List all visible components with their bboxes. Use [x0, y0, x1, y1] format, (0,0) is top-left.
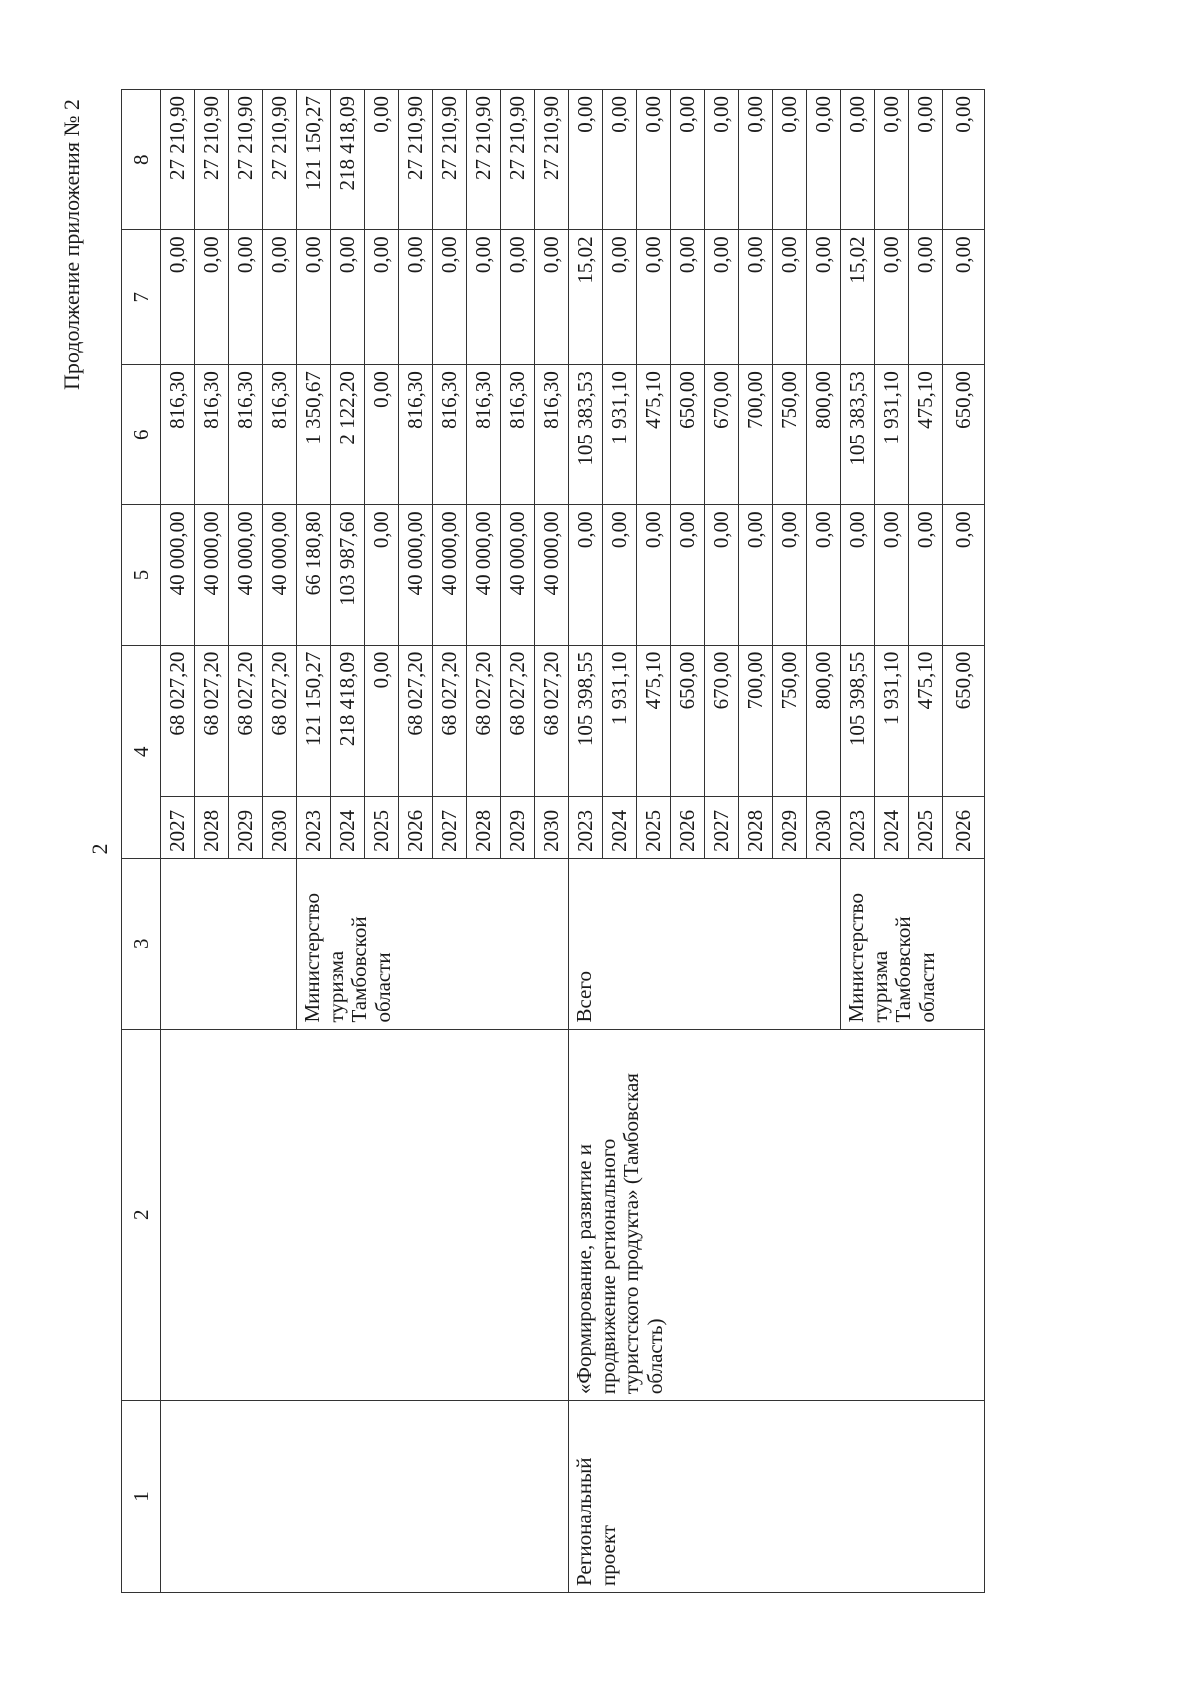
extrabudgetary-cell: 27 210,90 — [195, 90, 229, 230]
extrabudgetary-cell: 0,00 — [875, 90, 909, 230]
year-cell: 2023 — [569, 797, 603, 859]
col-header-5: 5 — [122, 505, 161, 645]
regional-budget-cell: 105 383,53 — [569, 365, 603, 505]
municipal-budget-cell: 0,00 — [399, 230, 433, 365]
federal-budget-cell: 0,00 — [943, 505, 985, 645]
municipal-budget-cell: 0,00 — [433, 230, 467, 365]
executor-ministry-cell: Министерство туризма Тамбовской области — [841, 858, 985, 1029]
municipal-budget-cell: 15,02 — [569, 230, 603, 365]
total-cell: 68 027,20 — [399, 645, 433, 797]
year-cell: 2030 — [535, 797, 569, 859]
regional-budget-cell: 816,30 — [229, 365, 263, 505]
total-cell: 475,10 — [637, 645, 671, 797]
regional-budget-cell: 650,00 — [671, 365, 705, 505]
total-cell: 800,00 — [807, 645, 841, 797]
col-header-7: 7 — [122, 230, 161, 365]
regional-budget-cell: 800,00 — [807, 365, 841, 505]
total-cell: 105 398,55 — [569, 645, 603, 797]
extrabudgetary-cell: 0,00 — [569, 90, 603, 230]
total-cell: 1 931,10 — [603, 645, 637, 797]
table-row — [161, 90, 195, 1593]
regional-budget-cell: 650,00 — [943, 365, 985, 505]
municipal-budget-cell: 0,00 — [263, 230, 297, 365]
col-header-6: 6 — [122, 365, 161, 505]
regional-budget-cell: 816,30 — [263, 365, 297, 505]
year-cell: 2029 — [229, 797, 263, 859]
year-cell: 2024 — [331, 797, 365, 859]
extrabudgetary-cell: 27 210,90 — [161, 90, 195, 230]
year-cell: 2023 — [841, 797, 875, 859]
year-cell: 2028 — [739, 797, 773, 859]
municipal-budget-cell: 0,00 — [331, 230, 365, 365]
column-number-row — [122, 90, 161, 1593]
year-cell: 2027 — [705, 797, 739, 859]
total-cell: 650,00 — [943, 645, 985, 797]
regional-budget-cell: 816,30 — [399, 365, 433, 505]
federal-budget-cell: 0,00 — [739, 505, 773, 645]
municipal-budget-cell: 0,00 — [705, 230, 739, 365]
extrabudgetary-cell: 0,00 — [841, 90, 875, 230]
municipal-budget-cell: 0,00 — [671, 230, 705, 365]
year-cell: 2028 — [195, 797, 229, 859]
year-cell: 2025 — [365, 797, 399, 859]
year-cell: 2024 — [603, 797, 637, 859]
executor-cell — [161, 858, 297, 1029]
year-cell: 2030 — [263, 797, 297, 859]
element-type-regional-project: Региональный проект — [569, 1401, 985, 1593]
municipal-budget-cell: 0,00 — [365, 230, 399, 365]
total-cell: 650,00 — [671, 645, 705, 797]
total-cell: 68 027,20 — [229, 645, 263, 797]
federal-budget-cell: 0,00 — [671, 505, 705, 645]
total-cell: 68 027,20 — [535, 645, 569, 797]
budget-table — [121, 89, 985, 1593]
extrabudgetary-cell: 0,00 — [943, 90, 985, 230]
col-header-2: 2 — [122, 1029, 161, 1401]
municipal-budget-cell: 0,00 — [909, 230, 943, 365]
total-cell: 68 027,20 — [263, 645, 297, 797]
total-cell: 68 027,20 — [433, 645, 467, 797]
year-cell: 2030 — [807, 797, 841, 859]
municipal-budget-cell: 15,02 — [841, 230, 875, 365]
total-cell: 750,00 — [773, 645, 807, 797]
federal-budget-cell: 40 000,00 — [433, 505, 467, 645]
table-row — [569, 90, 603, 1593]
federal-budget-cell: 40 000,00 — [229, 505, 263, 645]
municipal-budget-cell: 0,00 — [875, 230, 909, 365]
total-cell: 68 027,20 — [501, 645, 535, 797]
extrabudgetary-cell: 27 210,90 — [501, 90, 535, 230]
regional-budget-cell: 700,00 — [739, 365, 773, 505]
extrabudgetary-cell: 121 150,27 — [297, 90, 331, 230]
year-cell: 2026 — [671, 797, 705, 859]
regional-budget-cell: 1 931,10 — [875, 365, 909, 505]
extrabudgetary-cell: 27 210,90 — [467, 90, 501, 230]
federal-budget-cell: 0,00 — [569, 505, 603, 645]
regional-budget-cell: 475,10 — [637, 365, 671, 505]
element-name-cell — [161, 1029, 569, 1401]
federal-budget-cell: 40 000,00 — [161, 505, 195, 645]
col-header-4: 4 — [122, 645, 161, 858]
municipal-budget-cell: 0,00 — [467, 230, 501, 365]
year-cell: 2025 — [637, 797, 671, 859]
year-cell: 2027 — [433, 797, 467, 859]
year-cell: 2029 — [501, 797, 535, 859]
regional-budget-cell: 1 350,67 — [297, 365, 331, 505]
federal-budget-cell: 0,00 — [875, 505, 909, 645]
regional-budget-cell: 816,30 — [501, 365, 535, 505]
federal-budget-cell: 0,00 — [603, 505, 637, 645]
extrabudgetary-cell: 218 418,09 — [331, 90, 365, 230]
regional-budget-cell: 670,00 — [705, 365, 739, 505]
extrabudgetary-cell: 0,00 — [909, 90, 943, 230]
total-cell: 121 150,27 — [297, 645, 331, 797]
regional-budget-cell: 816,30 — [535, 365, 569, 505]
extrabudgetary-cell: 0,00 — [705, 90, 739, 230]
regional-budget-cell: 475,10 — [909, 365, 943, 505]
year-cell: 2027 — [161, 797, 195, 859]
extrabudgetary-cell: 27 210,90 — [433, 90, 467, 230]
total-cell: 218 418,09 — [331, 645, 365, 797]
municipal-budget-cell: 0,00 — [161, 230, 195, 365]
page-number: 2 — [87, 843, 112, 855]
extrabudgetary-cell: 0,00 — [365, 90, 399, 230]
total-cell: 475,10 — [909, 645, 943, 797]
regional-budget-cell: 750,00 — [773, 365, 807, 505]
extrabudgetary-cell: 27 210,90 — [263, 90, 297, 230]
municipal-budget-cell: 0,00 — [773, 230, 807, 365]
total-cell: 68 027,20 — [467, 645, 501, 797]
col-header-1: 1 — [122, 1401, 161, 1593]
year-cell: 2024 — [875, 797, 909, 859]
element-name-regional-project: «Формирование, развитие и продвижение регионального туристского продукта» (Тамбовская область) — [569, 1029, 985, 1401]
year-cell: 2026 — [399, 797, 433, 859]
col-header-8: 8 — [122, 90, 161, 230]
municipal-budget-cell: 0,00 — [739, 230, 773, 365]
regional-budget-cell: 816,30 — [467, 365, 501, 505]
total-cell: 700,00 — [739, 645, 773, 797]
year-cell: 2026 — [943, 797, 985, 859]
municipal-budget-cell: 0,00 — [535, 230, 569, 365]
element-type-cell — [161, 1401, 569, 1593]
extrabudgetary-cell: 27 210,90 — [535, 90, 569, 230]
col-header-3: 3 — [122, 858, 161, 1029]
total-cell: 0,00 — [365, 645, 399, 797]
municipal-budget-cell: 0,00 — [637, 230, 671, 365]
federal-budget-cell: 66 180,80 — [297, 505, 331, 645]
municipal-budget-cell: 0,00 — [807, 230, 841, 365]
federal-budget-cell: 103 987,60 — [331, 505, 365, 645]
extrabudgetary-cell: 27 210,90 — [399, 90, 433, 230]
extrabudgetary-cell: 27 210,90 — [229, 90, 263, 230]
extrabudgetary-cell: 0,00 — [739, 90, 773, 230]
regional-budget-cell: 816,30 — [433, 365, 467, 505]
total-cell: 68 027,20 — [195, 645, 229, 797]
federal-budget-cell: 0,00 — [909, 505, 943, 645]
total-cell: 670,00 — [705, 645, 739, 797]
municipal-budget-cell: 0,00 — [943, 230, 985, 365]
extrabudgetary-cell: 0,00 — [807, 90, 841, 230]
total-cell: 105 398,55 — [841, 645, 875, 797]
year-cell: 2028 — [467, 797, 501, 859]
regional-budget-cell: 2 122,20 — [331, 365, 365, 505]
extrabudgetary-cell: 0,00 — [671, 90, 705, 230]
federal-budget-cell: 40 000,00 — [399, 505, 433, 645]
federal-budget-cell: 40 000,00 — [535, 505, 569, 645]
municipal-budget-cell: 0,00 — [501, 230, 535, 365]
municipal-budget-cell: 0,00 — [195, 230, 229, 365]
extrabudgetary-cell: 0,00 — [773, 90, 807, 230]
federal-budget-cell: 40 000,00 — [195, 505, 229, 645]
executor-total-cell: Всего — [569, 858, 841, 1029]
executor-ministry-cell: Министерство туризма Тамбовской области — [297, 858, 569, 1029]
regional-budget-cell: 0,00 — [365, 365, 399, 505]
regional-budget-cell: 105 383,53 — [841, 365, 875, 505]
extrabudgetary-cell: 0,00 — [603, 90, 637, 230]
municipal-budget-cell: 0,00 — [297, 230, 331, 365]
federal-budget-cell: 40 000,00 — [501, 505, 535, 645]
federal-budget-cell: 0,00 — [637, 505, 671, 645]
federal-budget-cell: 40 000,00 — [263, 505, 297, 645]
federal-budget-cell: 0,00 — [365, 505, 399, 645]
federal-budget-cell: 0,00 — [807, 505, 841, 645]
municipal-budget-cell: 0,00 — [603, 230, 637, 365]
year-cell: 2029 — [773, 797, 807, 859]
extrabudgetary-cell: 0,00 — [637, 90, 671, 230]
appendix-continuation-note: Продолжение приложения № 2 — [59, 99, 84, 390]
regional-budget-cell: 816,30 — [195, 365, 229, 505]
federal-budget-cell: 0,00 — [705, 505, 739, 645]
municipal-budget-cell: 0,00 — [229, 230, 263, 365]
year-cell: 2023 — [297, 797, 331, 859]
year-cell: 2025 — [909, 797, 943, 859]
total-cell: 68 027,20 — [161, 645, 195, 797]
federal-budget-cell: 0,00 — [773, 505, 807, 645]
total-cell: 1 931,10 — [875, 645, 909, 797]
regional-budget-cell: 816,30 — [161, 365, 195, 505]
federal-budget-cell: 0,00 — [841, 505, 875, 645]
federal-budget-cell: 40 000,00 — [467, 505, 501, 645]
regional-budget-cell: 1 931,10 — [603, 365, 637, 505]
